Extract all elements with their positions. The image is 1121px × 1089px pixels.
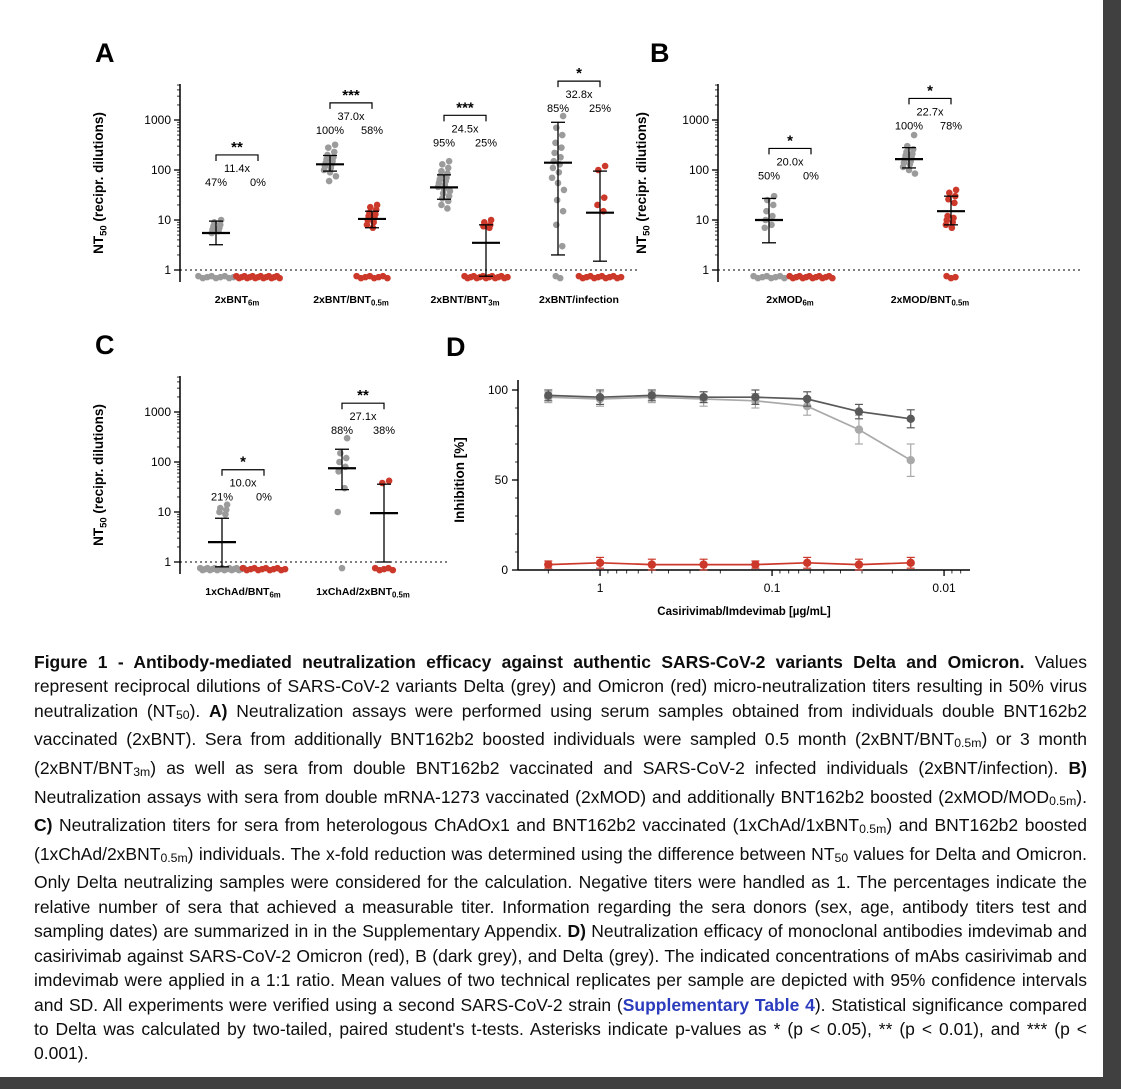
- svg-text:**: **: [357, 387, 369, 405]
- svg-text:25%: 25%: [588, 103, 612, 116]
- group-1xChAd/2xBNT0.5m: [316, 387, 410, 599]
- svg-text:1000: 1000: [682, 113, 709, 128]
- caption-text: Values represent reciprocal dilutions of SARS-CoV-2 variants Delta (grey) and Omicron (red) micro-neutralization titers resulting in 50% virus neutralization (NT: [34, 652, 1087, 721]
- svg-text:NT50 (recipr. dilutions): $NT_{50}$ (recipr. dilutions): [634, 112, 653, 254]
- svg-text:10: 10: [157, 213, 171, 228]
- panel-d-chart: [440, 338, 1040, 638]
- svg-text:22.7x: 22.7x: [916, 106, 944, 119]
- caption-text: Neutralization assays with sera from double mRNA-1273 vaccinated (2xMOD) and additionally BNT162b2 boosted (2xMOD/MOD: [34, 786, 1050, 807]
- svg-text:25%: 25%: [474, 137, 498, 150]
- svg-text:21%: 21%: [210, 491, 234, 504]
- svg-text:0%: 0%: [250, 176, 266, 189]
- svg-text:***: ***: [456, 99, 474, 117]
- svg-text:1000: 1000: [144, 113, 171, 128]
- caption-text: 50: [834, 851, 849, 866]
- caption-text: 0.5m: [954, 736, 982, 751]
- caption-text: 0.5m: [160, 851, 188, 866]
- caption-text: Figure 1 - Antibody-mediated neutralization efficacy against authentic SARS-CoV-2 variants Delta and Omicron.: [34, 652, 1025, 672]
- svg-text:100: 100: [150, 163, 171, 178]
- panel-d-label: D: [446, 332, 466, 362]
- caption-text: Neutralization assays were performed using serum samples obtained from individuals double BNT162b2 vaccinated (2xBNT). Sera from additionally BNT162b2 boosted individuals were sampled 0.5 month (2xBNT/BNT: [34, 700, 1087, 750]
- svg-text:100: 100: [688, 163, 709, 178]
- caption-text: ) individuals. The x-fold reduction was determined using the difference between NT: [187, 843, 835, 864]
- svg-text:*: *: [787, 132, 793, 150]
- svg-text:88%: 88%: [330, 425, 354, 438]
- panel-a-label: A: [95, 38, 115, 68]
- svg-text:NT50 (recipr. dilutions): $NT_{50}$ (recipr. dilutions): [91, 404, 110, 546]
- svg-text:50: 50: [494, 473, 508, 488]
- caption-text: D): [567, 921, 586, 942]
- svg-text:100%: 100%: [315, 124, 345, 137]
- svg-text:Inhibition [%]: Inhibition [%]: [452, 437, 467, 523]
- series-Omicron: [544, 557, 915, 570]
- caption-text: 0.5m: [859, 822, 887, 837]
- panel-b-chart: [630, 38, 1100, 334]
- svg-text:1: 1: [596, 581, 604, 595]
- caption-text: ) and BNT162b2 boosted (1xChAd/2xBNT: [34, 815, 1087, 864]
- svg-text:1: 1: [164, 555, 171, 570]
- svg-text:**: **: [231, 138, 243, 156]
- svg-text:32.8x: 32.8x: [565, 89, 593, 102]
- caption-text: ).: [1076, 786, 1087, 807]
- svg-text:0: 0: [501, 563, 508, 578]
- caption-text: 3m: [133, 765, 151, 780]
- svg-text:10: 10: [157, 505, 171, 520]
- svg-text:2xBNT/BNT3m: $2xBNT/BNT_{3m}$: [430, 294, 500, 308]
- viewer-edge-right: [1103, 0, 1121, 1089]
- caption-text: Neutralization titers for sera from heterologous ChAdOx1 and BNT162b2 vaccinated (1xChAd/1xBNT: [52, 815, 860, 836]
- svg-text:0%: 0%: [256, 491, 272, 504]
- caption-text: Neutralization efficacy of monoclonal antibodies imdevimab and casirivimab against SARS-CoV-2 Omicron (red), B (dark grey), and Delta (grey). The indicated concentrations of mAbs casirivimab and imdevimab were applied in a 1:1 ratio. Mean values of two technical replicates per sample are depicted with 95% confidence intervals and SD. All experiments were verified using a second SARS-CoV-2 strain (: [34, 921, 1088, 1015]
- svg-text:***: ***: [342, 86, 360, 104]
- svg-text:0.01: 0.01: [932, 581, 956, 595]
- panel-a-chart: [85, 38, 645, 334]
- svg-text:38%: 38%: [372, 425, 396, 438]
- svg-text:11.4x: 11.4x: [223, 162, 251, 175]
- svg-text:Casirivimab/Imdevimab [µg/mL]: Casirivimab/Imdevimab [µg/mL]: [657, 606, 831, 618]
- viewer-edge-bottom: [0, 1077, 1121, 1089]
- caption-text: A): [209, 700, 228, 721]
- group-1xChAd/BNT6m: [197, 454, 288, 600]
- svg-text:27.1x: 27.1x: [349, 411, 377, 424]
- svg-text:1: 1: [702, 263, 709, 278]
- svg-text:0.1: 0.1: [763, 581, 781, 595]
- caption-text: 50: [175, 708, 190, 723]
- caption-text: ). Statistical significance compared to Delta was calculated by two-tailed, paired student's t-tests. Asterisks indicate p-values as * (p < 0.05), ** (p < 0.01), and *** (p < 0.001).: [34, 994, 1087, 1064]
- svg-text:50%: 50%: [757, 170, 781, 183]
- group-2xMOD6m: [750, 132, 835, 307]
- svg-text:100: 100: [150, 455, 171, 470]
- svg-text:100: 100: [487, 383, 508, 398]
- svg-text:1000: 1000: [144, 405, 171, 420]
- group-2xBNT/BNT0.5m: [313, 87, 390, 308]
- supplementary-table-4-link[interactable]: Supplementary Table 4: [622, 994, 815, 1015]
- svg-text:0%: 0%: [803, 170, 819, 183]
- svg-text:2xMOD/BNT0.5m: $2xMOD/BNT_{0.5m}$: [890, 294, 970, 308]
- caption-text: ).: [189, 700, 210, 721]
- svg-text:1xChAd/BNT6m: $1xChAd/BNT_{6m}$: [205, 586, 281, 600]
- svg-text:*: *: [240, 453, 246, 471]
- caption-text: B): [1068, 758, 1087, 779]
- panel-b-label: B: [650, 38, 670, 68]
- group-2xBNT6m: [195, 139, 283, 308]
- svg-text:1: 1: [164, 263, 171, 278]
- svg-text:20.0x: 20.0x: [776, 156, 804, 169]
- panel-c-chart: [85, 330, 460, 630]
- svg-text:10: 10: [695, 213, 709, 228]
- svg-text:78%: 78%: [939, 120, 963, 133]
- svg-text:2xBNT/infection: 2xBNT/infection: [539, 294, 619, 306]
- svg-text:47%: 47%: [204, 176, 228, 189]
- svg-text:2xMOD6m: 2xMOD$_{6m}$: [766, 294, 814, 308]
- svg-text:58%: 58%: [360, 124, 384, 137]
- svg-text:2xBNT/BNT0.5m: $2xBNT/BNT_{0.5m}$: [313, 294, 389, 308]
- caption-text: ) or 3 month (2xBNT/BNT: [34, 729, 1087, 779]
- svg-text:100%: 100%: [894, 120, 924, 133]
- svg-text:24.5x: 24.5x: [451, 123, 479, 136]
- caption-text: values for Delta and Omicron. Only Delta neutralizing samples were considered for the calculation. Negative titers were handled as 1. The percentages indicate the relative number of sera that achieved a measurable titer. Information regarding the sera donors (sex, age, antibody titers test and sampling dates) are summarized in in the Supplementary Appendix.: [34, 843, 1087, 942]
- svg-text:95%: 95%: [432, 137, 456, 150]
- svg-text:NT50 (recipr. dilutions): $NT_{50}$ (recipr. dilutions): [91, 112, 110, 254]
- caption-text: ) as well as sera from double BNT162b2 vaccinated and SARS-CoV-2 infected individuals (2xBNT/infection).: [150, 758, 1069, 779]
- svg-text:*: *: [576, 65, 582, 83]
- svg-text:37.0x: 37.0x: [337, 110, 365, 123]
- svg-text:10.0x: 10.0x: [229, 477, 257, 490]
- caption-text: C): [34, 815, 53, 836]
- caption-text: 0.5m: [1049, 793, 1077, 808]
- svg-text:1xChAd/2xBNT0.5m: 1xChAd/2xBNT$_{0.5m}$: [316, 586, 410, 600]
- group-2xBNT/BNT3m: [430, 99, 511, 307]
- svg-text:2xBNT6m: 2xBNT$_{6m}$: [214, 294, 260, 308]
- svg-text:*: *: [927, 82, 933, 100]
- panel-c-label: C: [95, 330, 115, 360]
- svg-text:85%: 85%: [546, 103, 570, 116]
- group-2xMOD/BNT0.5m: [891, 82, 970, 307]
- figure-caption: [34, 650, 1087, 1066]
